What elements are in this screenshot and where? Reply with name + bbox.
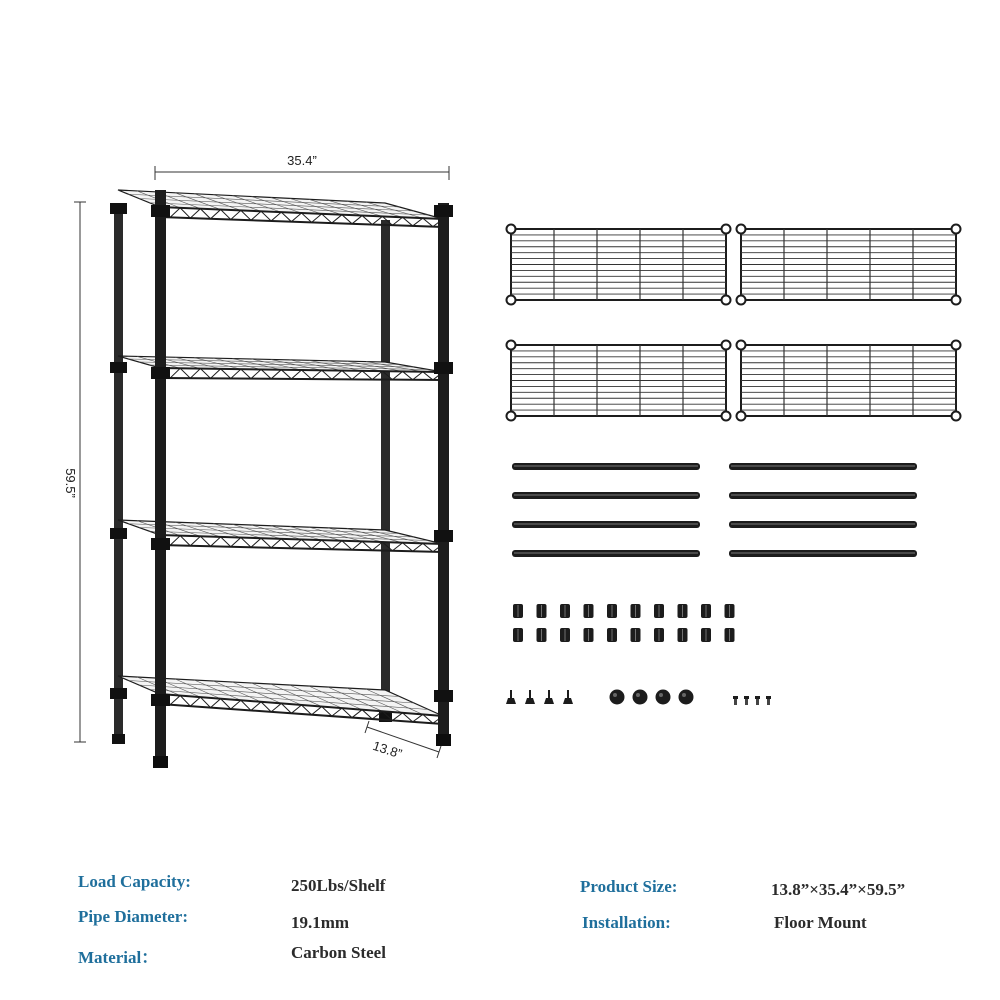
sleeve [607, 604, 617, 618]
wire-shelf-panel [737, 225, 961, 305]
foot-parts [506, 690, 573, 704]
pole [512, 492, 700, 499]
sleeve [631, 604, 641, 618]
sleeve [607, 628, 617, 642]
material-label: Material： [78, 948, 159, 967]
screw [733, 696, 738, 705]
sleeve [537, 628, 547, 642]
sleeve [513, 628, 523, 642]
leveling-foot [525, 690, 535, 704]
sleeve [701, 604, 711, 618]
sleeve [701, 628, 711, 642]
screw [755, 696, 760, 705]
installation-label: Installation: [582, 913, 671, 932]
sleeve [678, 604, 688, 618]
pole [729, 550, 917, 557]
sleeve [537, 604, 547, 618]
pole [512, 550, 700, 557]
sleeve [631, 628, 641, 642]
sleeve-parts [513, 604, 735, 642]
pole-cap [610, 690, 625, 705]
width-dimension [155, 166, 449, 180]
front-right-pole [438, 203, 449, 736]
sleeve [654, 628, 664, 642]
assembled-shelf-unit [110, 190, 453, 768]
leveling-foot [563, 690, 573, 704]
sleeve [560, 628, 570, 642]
load-capacity-label: Load Capacity: [78, 872, 191, 891]
sleeve [725, 628, 735, 642]
depth-label: 13.8” [370, 738, 404, 762]
screw-parts [733, 696, 771, 705]
front-left-pole [155, 190, 166, 760]
pole-cap [656, 690, 671, 705]
pole-cap [633, 690, 648, 705]
sleeve [560, 604, 570, 618]
wire-shelf-panel [507, 341, 731, 421]
material-value: Carbon Steel [291, 943, 386, 962]
leveling-foot [544, 690, 554, 704]
installation-value: Floor Mount [774, 913, 867, 932]
sleeve [678, 628, 688, 642]
pole [729, 521, 917, 528]
pole [512, 521, 700, 528]
width-label: 35.4” [287, 153, 317, 168]
sleeve [654, 604, 664, 618]
product-size-value: 13.8”×35.4”×59.5” [771, 880, 906, 899]
pole [729, 492, 917, 499]
shelf-panels [507, 225, 961, 421]
unit-shelves [118, 190, 443, 724]
sleeve [513, 604, 523, 618]
sleeve [584, 628, 594, 642]
pole-cap [679, 690, 694, 705]
load-capacity-value: 250Lbs/Shelf [291, 876, 386, 895]
screw [766, 696, 771, 705]
wire-shelf-panel [507, 225, 731, 305]
leveling-foot [506, 690, 516, 704]
sleeve [725, 604, 735, 618]
wire-shelf-panel [737, 341, 961, 421]
back-right-pole [381, 220, 390, 720]
pipe-diameter-label: Pipe Diameter: [78, 907, 188, 926]
product-size-label: Product Size: [580, 877, 678, 896]
back-left-pole [114, 203, 123, 740]
pole-parts [512, 463, 917, 557]
pipe-diameter-value: 19.1mm [291, 913, 350, 932]
sleeve [584, 604, 594, 618]
height-label: 59.5” [63, 468, 78, 498]
pole [729, 463, 917, 470]
pole [512, 463, 700, 470]
screw [744, 696, 749, 705]
cap-parts [610, 690, 694, 705]
